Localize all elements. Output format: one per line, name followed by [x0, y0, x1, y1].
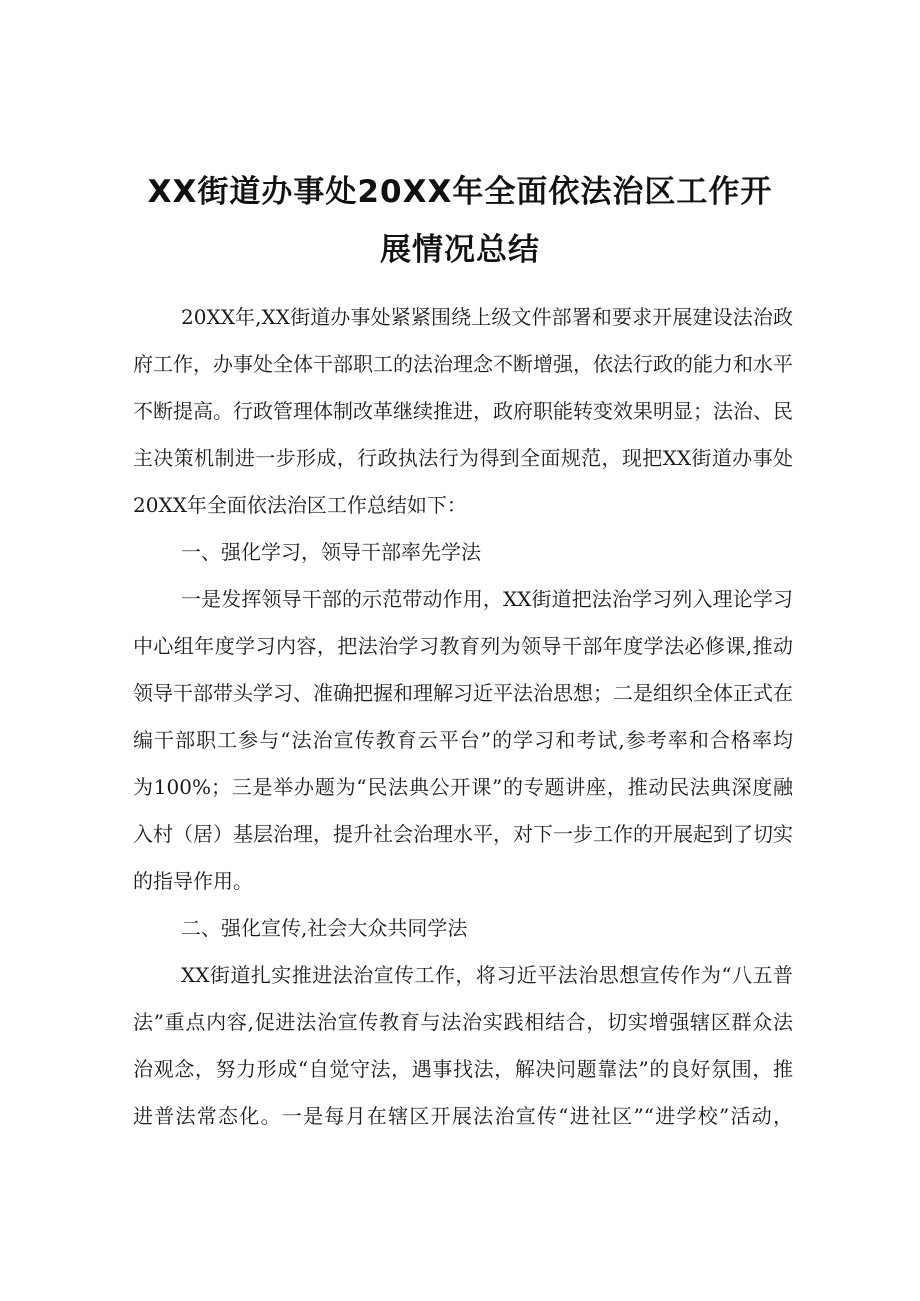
paragraph-3-line: 治观念，努力形成“自觉守法，遇事找法，解决问题靠法”的良好氛围，推 — [133, 1057, 793, 1081]
paragraph-3-line: 法”重点内容,促进法治宣传教育与法治实践相结合，切实增强辖区群众法 — [133, 1010, 793, 1034]
section-heading-2: 二、强化宣传,社会大众共同学法 — [181, 916, 468, 940]
paragraph-1-line: 府工作，办事处全体干部职工的法治理念不断增强，依法行政的能力和水平 — [133, 352, 793, 376]
paragraph-2-line: 领导干部带头学习、准确把握和理解习近平法治思想；二是组织全体正式在 — [133, 681, 793, 705]
paragraph-2-line: 入村（居）基层治理，提升社会治理水平，对下一步工作的开展起到了切实 — [133, 822, 793, 846]
paragraph-2-line: 的指导作用。 — [133, 869, 253, 893]
paragraph-1-line: 主决策机制进一步形成，行政执法行为得到全面规范，现把XX街道办事处 — [133, 446, 793, 470]
paragraph-2-line: 中心组年度学习内容，把法治学习教育列为领导干部年度学法必修课,推动 — [133, 634, 793, 658]
paragraph-1-line: 20XX年,XX街道办事处紧紧围绕上级文件部署和要求开展建设法治政 — [181, 305, 793, 329]
paragraph-3-line: XX街道扎实推进法治宣传工作，将习近平法治思想宣传作为“八五普 — [181, 963, 793, 987]
title-line-1: XX街道办事处20XX年全面依法治区工作开 — [147, 174, 773, 210]
paragraph-2-line: 为100%；三是举办题为“民法典公开课”的专题讲座，推动民法典深度融 — [133, 775, 793, 799]
paragraph-3-line: 进普法常态化。一是每月在辖区开展法治宣传“进社区”“进学校”活动， — [133, 1104, 793, 1128]
title-line-2: 展情况总结 — [380, 232, 540, 268]
paragraph-1-line: 不断提高。行政管理体制改革继续推进，政府职能转变效果明显；法治、民 — [133, 399, 793, 423]
section-heading-1: 一、强化学习，领导干部率先学法 — [181, 540, 481, 564]
paragraph-1-line: 20XX年全面依法治区工作总结如下： — [133, 493, 467, 517]
paragraph-2-line: 编干部职工参与“法治宣传教育云平台”的学习和考试,参考率和合格率均 — [133, 728, 793, 752]
paragraph-2-line: 一是发挥领导干部的示范带动作用，XX街道把法治学习列入理论学习 — [181, 587, 793, 611]
